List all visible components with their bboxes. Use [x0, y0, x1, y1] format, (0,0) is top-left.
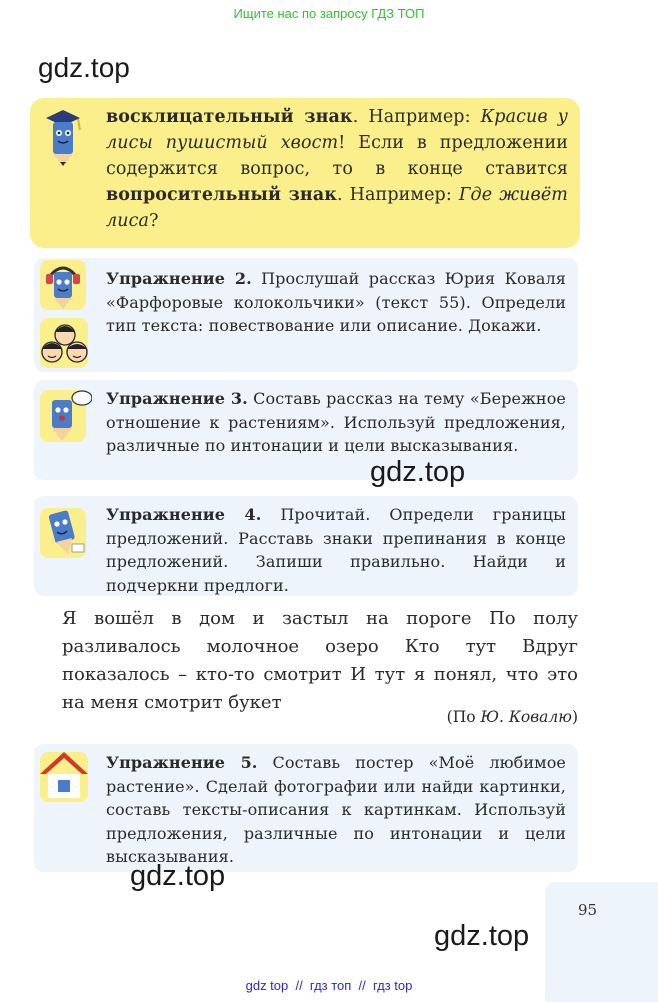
- exercise-3: [34, 380, 578, 480]
- exercise-2: [34, 258, 578, 372]
- rule-text: [106, 104, 568, 234]
- exercise-body: Составь постер «Моё любимое растение». Сделай фотографии или найди картинки, составь тексты-описания к картинкам. Используй предложения, различные по интонации и цели высказывания.: [106, 753, 566, 866]
- exercise-5-text: [106, 751, 566, 869]
- exercise-body: Составь рассказ на тему «Бережное отношение к растениям». Используй предложения, различные по интонации и цели высказывания.: [106, 389, 566, 455]
- exercise-3-text: [106, 387, 566, 458]
- pencil-writing-icon: [40, 504, 90, 562]
- rule-text-part: Если в предложении содержится вопрос, то в конце ставится: [106, 133, 568, 179]
- footer-watermark: gdz top // гдз топ // гдз top: [245, 978, 413, 993]
- pencil-speech-icon: [40, 386, 92, 446]
- source-close: ): [571, 708, 578, 726]
- exercise-4: [34, 496, 578, 596]
- exercise-5: [34, 744, 578, 872]
- children-faces-icon: [40, 318, 90, 370]
- story-source: [447, 708, 578, 726]
- exercise-4-text: [106, 503, 566, 597]
- exercise-label: Упражнение 4.: [106, 505, 262, 524]
- watermark: gdz.top: [130, 860, 226, 892]
- page-number: 95: [578, 901, 598, 919]
- watermark: gdz.top: [370, 456, 466, 488]
- exercise-label: Упражнение 5.: [106, 753, 258, 772]
- exercise-label: Упражнение 2.: [106, 269, 252, 288]
- exercise-body: Прочитай. Определи границы предложений. Расставь знаки препинания в конце предложений. Запиши правильно. Найди и подчеркни предлоги.: [106, 505, 566, 595]
- exercise-label: Упражнение 3.: [106, 389, 248, 408]
- rule-text-part: . Например:: [337, 185, 459, 205]
- rule-text-part: !: [338, 133, 346, 153]
- watermark: gdz.top: [434, 920, 530, 952]
- house-icon: [38, 748, 92, 804]
- example-question: Где живёт лиса: [106, 185, 568, 231]
- top-banner: Ищите нас по запросу ГДЗ ТОП: [233, 6, 425, 21]
- source-author: Ю. Ковалю: [480, 708, 572, 726]
- exercise-2-text: [106, 267, 566, 338]
- source-open: (По: [446, 708, 481, 726]
- rule-text-part: ?: [149, 211, 159, 231]
- rule-term-question: вопросительный знак: [106, 185, 337, 205]
- rule-box: [30, 98, 580, 248]
- exercise-body: Прослушай рассказ Юрия Коваля «Фарфоровые колокольчики» (текст 55). Определи тип текста: повествование или описание. Докажи.: [106, 269, 566, 335]
- rule-text-part: . Например:: [352, 107, 481, 127]
- watermark: gdz.top: [38, 52, 130, 83]
- pencil-headphones-icon: [40, 258, 88, 312]
- story-text: Я вошёл в дом и застыл на пороге По полу разливалось молочное озеро Кто тут Вдруг показалось – кто-то смотрит И тут я понял, что это на меня смотрит букет: [62, 608, 578, 713]
- rule-term-exclamation: восклицательный знак: [106, 107, 353, 127]
- pencil-scholar-icon: [40, 106, 86, 168]
- example-exclamation: Красив у лисы пушистый хвост: [106, 107, 568, 153]
